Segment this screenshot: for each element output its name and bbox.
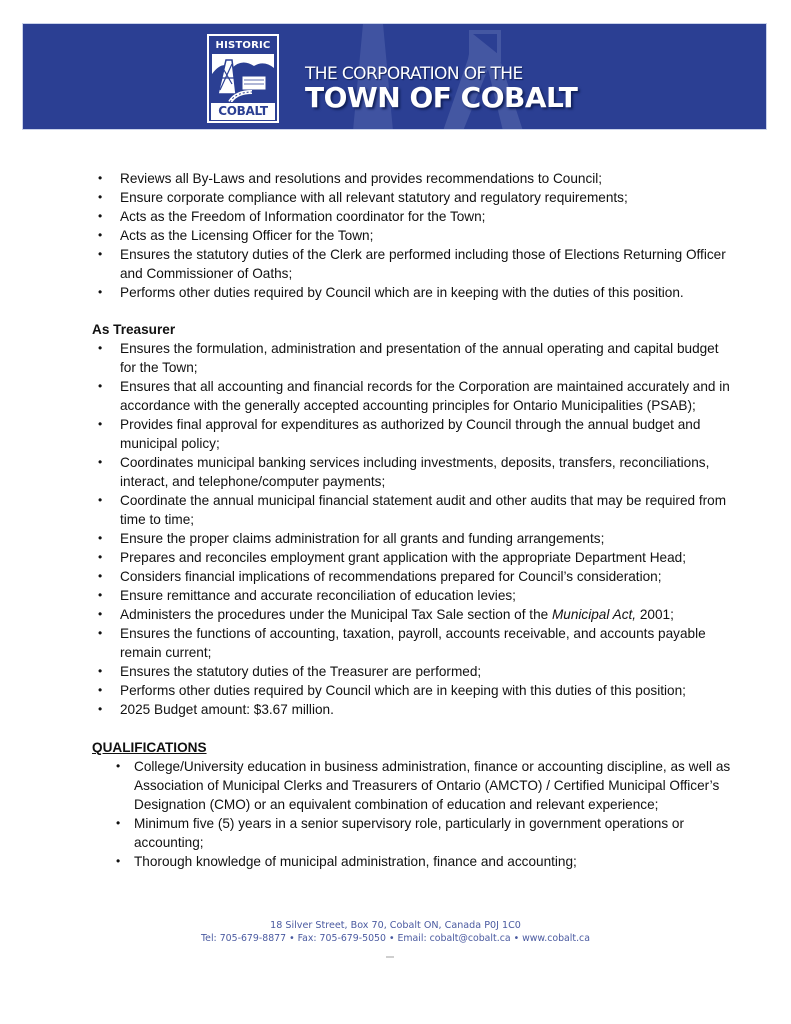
- bullet-icon: •: [98, 550, 103, 564]
- treasurer-duties-list: [92, 339, 732, 719]
- list-item: • Coordinate the annual municipal financial statement audit and other audits that may be required from time to time;: [98, 493, 727, 527]
- list-item: • Acts as the Licensing Officer for the Town;: [98, 228, 374, 243]
- list-item: • Minimum five (5) years in a senior supervisory role, particularly in government operations or accounting;: [116, 816, 685, 850]
- list-item: • Ensures that all accounting and financial records for the Corporation are maintained accurately and in accordance with the generally accepted accounting principles for Ontario Municipalities (PSAB);: [98, 379, 730, 413]
- bullet-icon: •: [98, 664, 103, 678]
- list-item: • Ensures the formulation, administration and presentation of the annual operating and capital budget for the Town;: [98, 341, 719, 375]
- bullet-icon: •: [98, 569, 103, 583]
- bullet-icon: •: [116, 759, 121, 773]
- bullet-icon: •: [98, 228, 103, 242]
- bullet-icon: •: [98, 531, 103, 545]
- bullet-icon: •: [116, 854, 121, 868]
- bullet-icon: •: [98, 683, 103, 697]
- footer-address: 18 Silver Street, Box 70, Cobalt ON, Canada P0J 1C0: [270, 920, 521, 931]
- list-item: • Provides final approval for expenditures as authorized by Council through the annual budget and municipal policy;: [98, 417, 701, 451]
- bullet-icon: •: [98, 209, 103, 223]
- treasurer-heading: As Treasurer: [92, 322, 176, 337]
- bullet-icon: •: [98, 417, 103, 431]
- list-item: • Ensures the functions of accounting, taxation, payroll, accounts receivable, and accounts payable remain current;: [98, 626, 706, 660]
- list-item: • Administers the procedures under the Municipal Tax Sale section of the Municipal Act, 2001;: [98, 607, 674, 622]
- list-item: • Coordinates municipal banking services including investments, deposits, transfers, reconciliations, interact, and telephone/computer payments;: [98, 455, 710, 489]
- logo-bottom-text: COBALT: [211, 103, 275, 120]
- bullet-icon: •: [98, 493, 103, 507]
- logo-top-text: HISTORIC: [211, 38, 275, 53]
- act-name: Municipal Act,: [551, 607, 637, 622]
- bullet-icon: •: [98, 455, 103, 469]
- list-item: • Ensure the proper claims administration for all grants and funding arrangements;: [98, 531, 605, 546]
- bullet-icon: •: [98, 341, 103, 355]
- header-banner: [22, 23, 767, 130]
- bullet-icon: •: [98, 702, 103, 716]
- qualifications-heading: QUALIFICATIONS: [92, 740, 207, 755]
- qualifications-list: [92, 757, 732, 871]
- logo-illustration: [212, 54, 274, 102]
- document-body: [92, 169, 732, 871]
- bullet-icon: •: [98, 588, 103, 602]
- letterhead-footer: [0, 919, 791, 945]
- list-item: • Prepares and reconciles employment grant application with the appropriate Department Head;: [98, 550, 686, 565]
- historic-cobalt-logo: [207, 34, 279, 123]
- bullet-icon: •: [98, 379, 103, 393]
- bullet-icon: •: [98, 626, 103, 640]
- bullet-icon: •: [98, 607, 103, 621]
- list-item: • Ensure remittance and accurate reconciliation of education levies;: [98, 588, 516, 603]
- list-item: • Considers financial implications of recommendations prepared for Council’s consideration;: [98, 569, 662, 584]
- scan-mark: [386, 956, 394, 958]
- list-item: • 2025 Budget amount: $3.67 million.: [98, 702, 334, 717]
- bullet-icon: •: [98, 285, 103, 299]
- list-item: • Performs other duties required by Council which are in keeping with the duties of this position.: [98, 285, 684, 300]
- list-item: • Reviews all By-Laws and resolutions and provides recommendations to Council;: [98, 171, 603, 186]
- bullet-icon: •: [98, 190, 103, 204]
- list-item: • Ensures the statutory duties of the Clerk are performed including those of Elections Returning Officer and Commissioner of Oaths;: [98, 247, 726, 281]
- bullet-icon: •: [98, 247, 103, 261]
- list-item: • Ensure corporate compliance with all relevant statutory and regulatory requirements;: [98, 190, 628, 205]
- list-item: • Performs other duties required by Council which are in keeping with this duties of this position;: [98, 683, 686, 698]
- footer-contact: Tel: 705-679-8877 • Fax: 705-679-5050 • Email: cobalt@cobalt.ca • www.cobalt.ca: [201, 933, 590, 944]
- corporation-subtitle: THE CORPORATION OF THE: [305, 64, 523, 84]
- headframe-icon: [212, 54, 274, 102]
- town-title: TOWN OF COBALT: [305, 81, 578, 114]
- list-item: • College/University education in business administration, finance or accounting discipline, as well as Association of Municipal Clerks and Treasurers of Ontario (AMCTO) / Certified Municipal Officer’s Designation (CMO) or an equivalent combination of education and relevant experience;: [116, 759, 731, 812]
- clerk-duties-list: [92, 169, 732, 302]
- list-item: • Thorough knowledge of municipal administration, finance and accounting;: [116, 854, 577, 869]
- list-item: • Acts as the Freedom of Information coordinator for the Town;: [98, 209, 486, 224]
- list-item: • Ensures the statutory duties of the Treasurer are performed;: [98, 664, 482, 679]
- bullet-icon: •: [116, 816, 121, 830]
- bullet-icon: •: [98, 171, 103, 185]
